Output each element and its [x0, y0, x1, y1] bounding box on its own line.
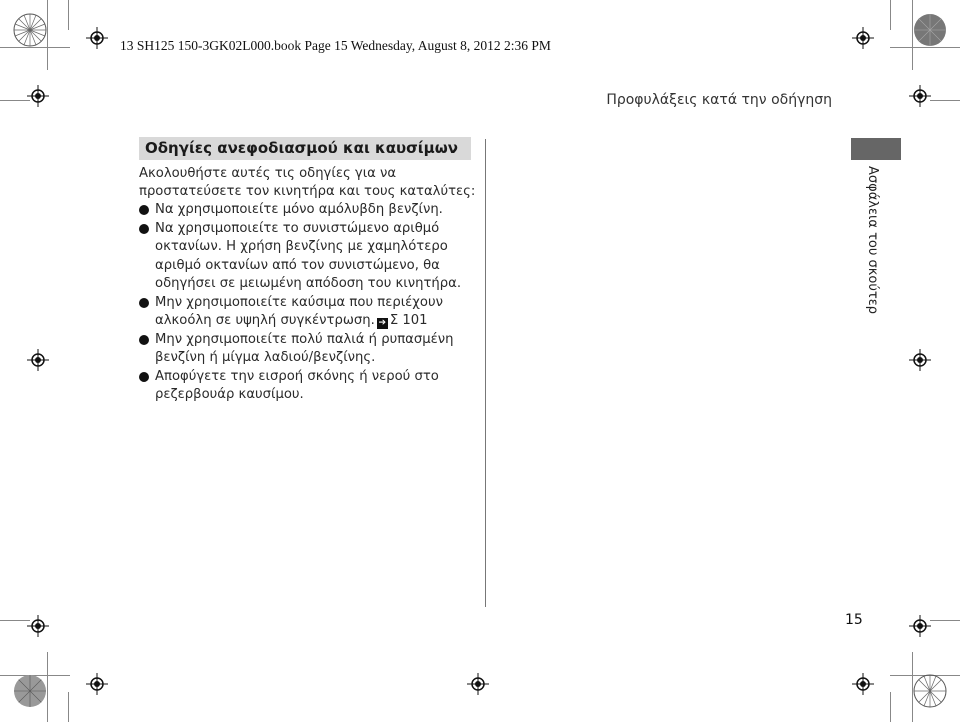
registration-wheel-icon: [13, 13, 47, 47]
registration-mark-icon: [27, 349, 49, 371]
instruction-list: [139, 201, 484, 405]
registration-mark-icon: [27, 615, 49, 637]
list-item: Μην χρησιμοποιείτε καύσιμα που περιέχουν αλκοόλη σε υψηλή συγκέντρωση. ➔ Σ 101: [139, 294, 484, 331]
registration-mark-icon: [86, 673, 108, 695]
bullet-icon: [139, 224, 149, 234]
running-head: Προφυλάξεις κατά την οδήγηση: [606, 92, 832, 108]
chapter-tab-marker: [851, 138, 901, 160]
list-item: Να χρησιμοποιείτε μόνο αμόλυβδη βενζίνη.: [139, 201, 484, 220]
registration-mark-icon: [852, 27, 874, 49]
bullet-icon: [139, 335, 149, 345]
registration-wheel-icon: [13, 674, 47, 708]
list-item: Αποφύγετε την εισροή σκόνης ή νερού στο ρεζερβουάρ καυσίμου.: [139, 368, 484, 405]
page-reference[interactable]: Σ 101: [389, 313, 428, 328]
list-item: Να χρησιμοποιείτε το συνιστώμενο αριθμό οκτανίων. Η χρήση βενζίνης με χαμηλότερο αριθμό οκτανίων από τον συνιστώμενο, θα οδηγήσει σε μειωμένη απόδοση του κινητήρα.: [139, 220, 484, 294]
page-reference-icon: ➔: [378, 318, 387, 328]
registration-mark-icon: [909, 615, 931, 637]
registration-mark-icon: [909, 349, 931, 371]
list-item: Μην χρησιμοποιείτε πολύ παλιά ή ρυπασμένη βενζίνη ή μίγμα λαδιού/βενζίνης.: [139, 331, 484, 368]
side-tab-label: Ασφάλεια του σκούτερ: [865, 165, 880, 314]
column-divider: [485, 139, 486, 607]
registration-mark-icon: [86, 27, 108, 49]
intro-paragraph: Ακολουθήστε αυτές τις οδηγίες για να προστατεύσετε τον κινητήρα και τους καταλύτες:: [139, 166, 476, 199]
registration-mark-icon: [852, 673, 874, 695]
book-file-header: 13 SH125 150-3GK02L000.book Page 15 Wednesday, August 8, 2012 2:36 PM: [120, 38, 551, 53]
bullet-icon: [139, 372, 149, 382]
registration-mark-icon: [467, 673, 489, 695]
section-title: Οδηγίες ανεφοδιασμού και καυσίμων: [145, 139, 458, 157]
registration-mark-icon: [909, 85, 931, 107]
bullet-icon: [139, 205, 149, 215]
registration-wheel-icon: [913, 13, 947, 47]
bullet-icon: [139, 298, 149, 308]
page-number: 15: [845, 612, 863, 628]
registration-wheel-icon: [913, 674, 947, 708]
registration-mark-icon: [27, 85, 49, 107]
